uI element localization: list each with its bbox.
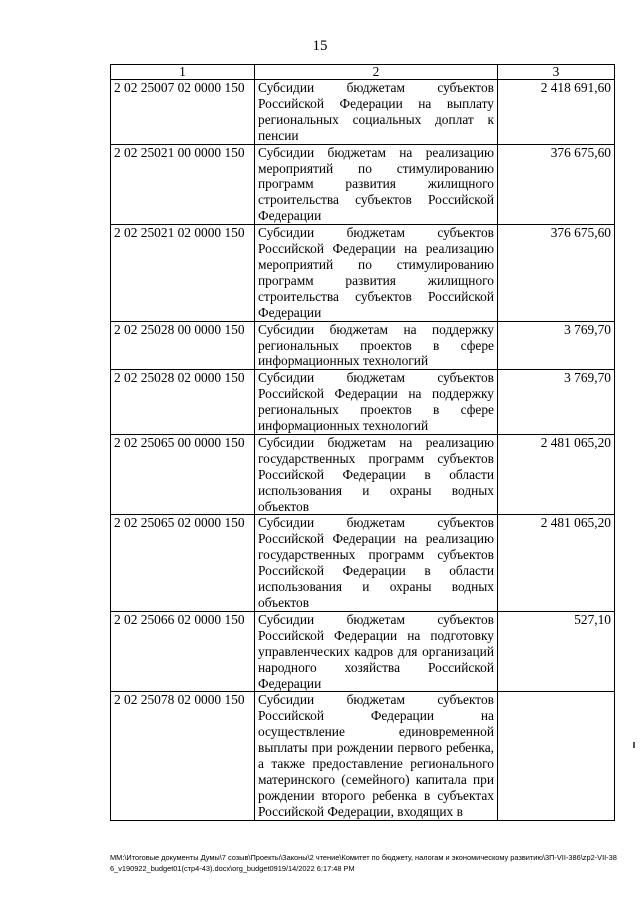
budget-code: 2 02 25021 00 0000 150 [111, 144, 255, 225]
row-amount: 2 481 065,20 [498, 515, 615, 611]
row-amount [498, 692, 615, 820]
column-header-3: 3 [498, 65, 615, 80]
row-amount: 2 481 065,20 [498, 434, 615, 515]
row-amount: 2 418 691,60 [498, 80, 615, 145]
page-number: 15 [312, 38, 328, 54]
budget-code: 2 02 25028 02 0000 150 [111, 370, 255, 435]
row-amount: 376 675,60 [498, 225, 615, 321]
table-row [111, 321, 615, 370]
row-description: Субсидии бюджетам субъектов Российской Федерации на реализацию мероприятий по стимулированию программ развития жилищного строительства субъектов Российской Федерации [255, 225, 498, 321]
row-amount: 3 769,70 [498, 370, 615, 435]
budget-code: 2 02 25065 02 0000 150 [111, 515, 255, 611]
table-row [111, 515, 615, 611]
row-amount: 527,10 [498, 611, 615, 692]
row-description: Субсидии бюджетам на реализацию государственных программ субъектов Российской Федерации в области использования и охраны водных объектов [255, 434, 498, 515]
table-row [111, 225, 615, 321]
row-description: Субсидии бюджетам субъектов Российской Федерации на подготовку управленческих кадров для организаций народного хозяйства Российской Федерации [255, 611, 498, 692]
budget-code: 2 02 25066 02 0000 150 [111, 611, 255, 692]
row-description: Субсидии бюджетам на реализацию мероприятий по стимулированию программ развития жилищного строительства субъектов Российской Федерации [255, 144, 498, 225]
row-description: Субсидии бюджетам субъектов Российской Федерации на реализацию государственных программ субъектов Российской Федерации в области использования и охраны водных объектов [255, 515, 498, 611]
row-description: Субсидии бюджетам субъектов Российской Федерации на выплату региональных социальных доплат к пенсии [255, 80, 498, 145]
budget-code: 2 02 25078 02 0000 150 [111, 692, 255, 820]
row-description: Субсидии бюджетам субъектов Российской Федерации на поддержку региональных проектов в сфере информационных технологий [255, 370, 498, 435]
budget-code: 2 02 25021 02 0000 150 [111, 225, 255, 321]
row-amount: 376 675,60 [498, 144, 615, 225]
row-description: Субсидии бюджетам на поддержку региональных проектов в сфере информационных технологий [255, 321, 498, 370]
table-row [111, 434, 615, 515]
budget-code: 2 02 25028 00 0000 150 [111, 321, 255, 370]
row-amount: 3 769,70 [498, 321, 615, 370]
margin-mark [633, 742, 635, 748]
budget-code: 2 02 25065 00 0000 150 [111, 434, 255, 515]
table-row [111, 611, 615, 692]
table-row [111, 144, 615, 225]
table-row [111, 370, 615, 435]
row-description: Субсидии бюджетам субъектов Российской Федерации на осуществление единовременной выплаты при рождении первого ребенка, а также предоставление регионального материнского (семейного) капитала при рождении второго ребенка в субъектах Российской Федерации, входящих в [255, 692, 498, 820]
column-header-2: 2 [255, 65, 498, 80]
budget-code: 2 02 25007 02 0000 150 [111, 80, 255, 145]
document-footer-path: MM:\Итоговые документы Думы\7 созыв\Проекты\Законы\2 чтение\Комитет по бюджету, налогам и экономическому развитию\3П-VII-386\zp2-VII-386_v190922_budget01(стр4-43).docx\org_budget0919/14/2022 6:17:48 PM [110, 853, 617, 873]
table-header-row [111, 65, 615, 80]
budget-table [110, 64, 615, 821]
column-header-1: 1 [111, 65, 255, 80]
table-row [111, 692, 615, 820]
table-row [111, 80, 615, 145]
